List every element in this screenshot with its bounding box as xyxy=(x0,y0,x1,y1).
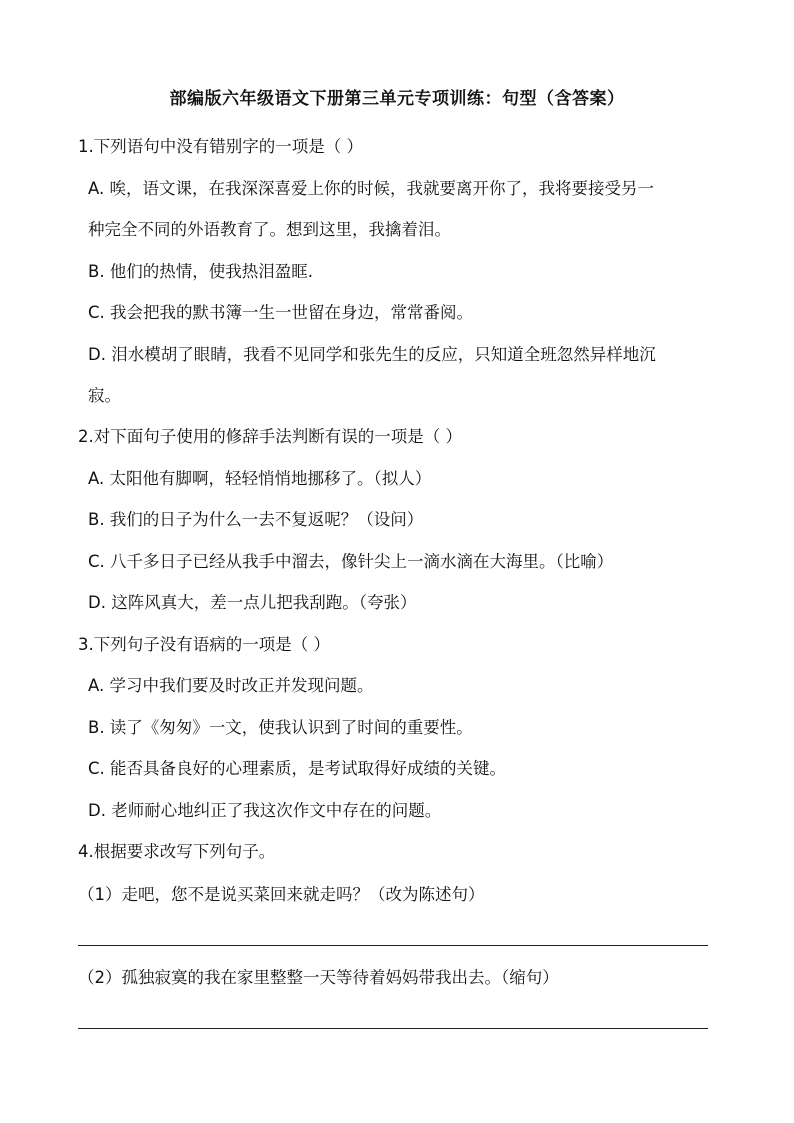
q2-option-b: B. 我们的日子为什么一去不复返呢？（设问） xyxy=(88,510,424,529)
q1-option-c: C. 我会把我的默书簿一生一世留在身边，常常番阅。 xyxy=(88,303,474,322)
page-title: 部编版六年级语文下册第三单元专项训练：句型（含答案） xyxy=(169,89,625,109)
q3-option-b: B. 读了《匆匆》一文，使我认识到了时间的重要性。 xyxy=(88,718,473,737)
question-4-stem: 4.根据要求改写下列句子。 xyxy=(78,842,276,861)
q1-option-a-line1: A. 唉，语文课，在我深深喜爱上你的时候，我就要离开你了，我将要接受另一 xyxy=(88,179,654,198)
q2-option-d: D. 这阵风真大，差一点儿把我刮跑。（夸张） xyxy=(88,593,417,612)
q4-answer-line-2[interactable] xyxy=(78,1028,708,1029)
q1-option-a-line2: 种完全不同的外语教育了。想到这里，我擒着泪。 xyxy=(88,220,451,239)
q2-option-a: A. 太阳他有脚啊，轻轻悄悄地挪移了。（拟人） xyxy=(88,469,432,488)
question-2-stem: 2.对下面句子使用的修辞手法判断有误的一项是（ ） xyxy=(78,427,462,446)
q4-answer-line-1[interactable] xyxy=(78,945,708,946)
q3-option-a: A. 学习中我们要及时改正并发现问题。 xyxy=(88,676,374,695)
q2-option-c: C. 八千多日子已经从我手中溜去，像针尖上一滴水滴在大海里。（比喻） xyxy=(88,552,614,571)
question-1-stem: 1.下列语句中没有错别字的一项是（ ） xyxy=(78,137,363,156)
q1-option-b: B. 他们的热情，使我热泪盈眶. xyxy=(88,262,314,281)
q1-option-d-line2: 寂。 xyxy=(88,386,121,405)
q4-subquestion-1: （1）走吧，您不是说买菜回来就走吗？（改为陈述句） xyxy=(78,885,485,904)
question-3-stem: 3.下列句子没有语病的一项是（ ） xyxy=(78,635,330,654)
q3-option-d: D. 老师耐心地纠正了我这次作文中存在的问题。 xyxy=(88,801,442,820)
q4-subquestion-2: （2）孤独寂寞的我在家里整整一天等待着妈妈带我出去。（缩句） xyxy=(78,968,559,987)
q3-option-c: C. 能否具备良好的心理素质，是考试取得好成绩的关键。 xyxy=(88,759,507,778)
q1-option-d-line1: D. 泪水模胡了眼睛，我看不见同学和张先生的反应，只知道全班忽然异样地沉 xyxy=(88,345,656,364)
